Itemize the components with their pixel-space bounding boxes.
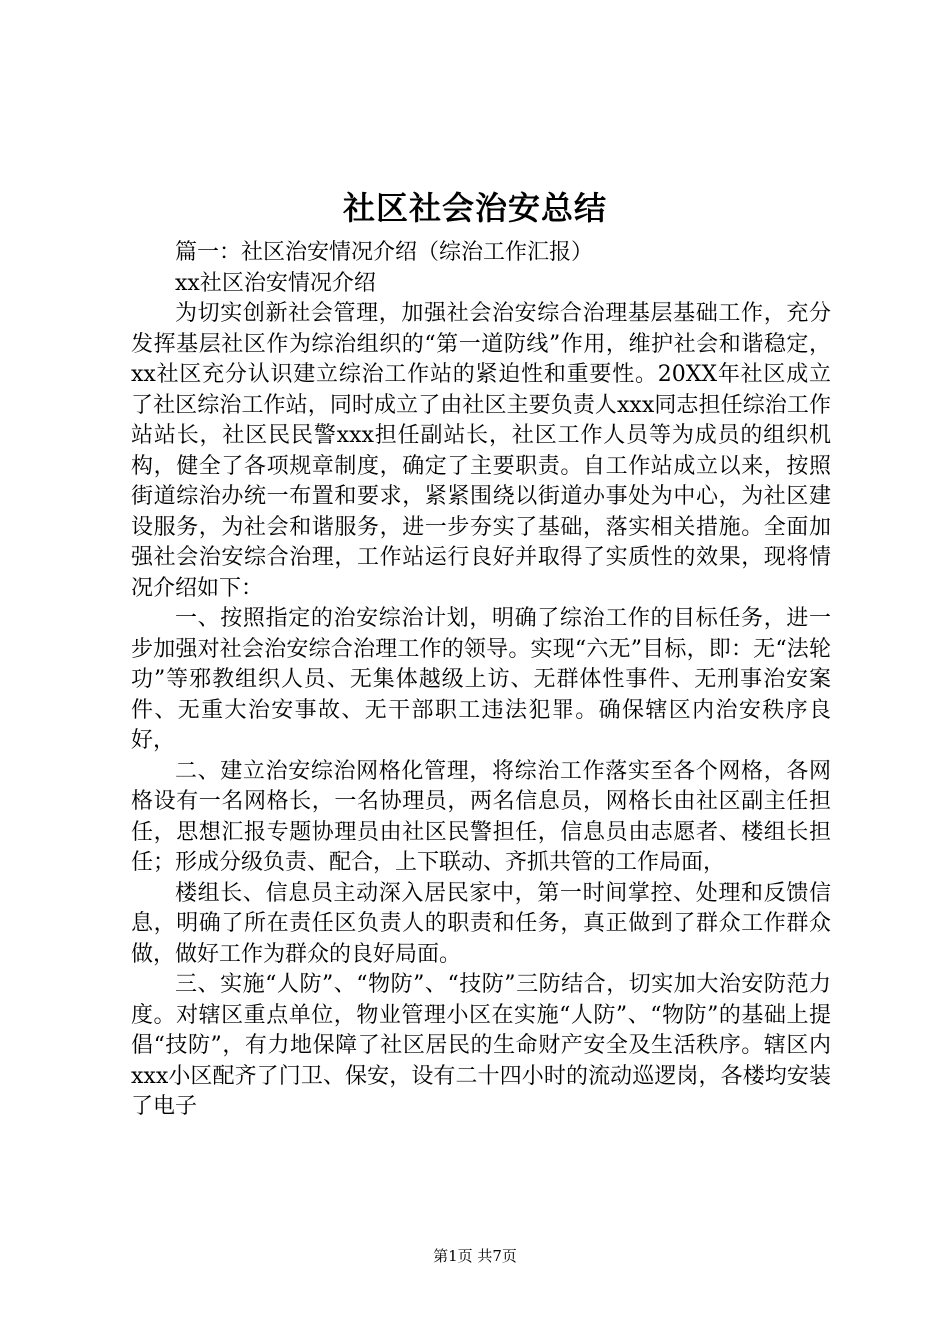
paragraph-building-leaders: 楼组长、信息员主动深入居民家中，第一时间掌控、处理和反馈信息，明确了所在责任区负责人的职责和任务，真正做到了群众工作群众做，做好工作为群众的良好局面。 — [131, 880, 831, 967]
section-heading: 篇一：社区治安情况介绍（综治工作汇报） — [175, 240, 594, 265]
paragraph-point-two: 二、建立治安综治网格化管理，将综治工作落实至各个网格，各网格设有一名网格长，一名协理员，两名信息员，网格长由社区副主任担任，思想汇报专题协理员由社区民警担任，信息员由志愿者、楼组长担任；形成分级负责、配合，上下联动、齐抓共管的工作局面， — [131, 758, 831, 875]
paragraph-intro: 为切实创新社会管理，加强社会治安综合治理基层基础工作，充分发挥基层社区作为综治组织的“第一道防线”作用，维护社会和谐稳定，xx社区充分认识建立综治工作站的紧迫性和重要性。20XX年社区成立了社区综治工作站，同时成立了由社区主要负责人xxx同志担任综治工作站站长，社区民民警xxx担任副站长，社区工作人员等为成员的组织机构，健全了各项规章制度，确定了主要职责。自工作站成立以来，按照街道综治办统一布置和要求，紧紧围绕以街道办事处为中心，为社区建设服务，为社会和谐服务，进一步夯实了基础，落实相关措施。全面加强社会治安综合治理，工作站运行良好并取得了实质性的效果，现将情况介绍如下： — [131, 301, 831, 601]
paragraph-point-three: 三、实施“人防”、“物防”、“技防”三防结合，切实加大治安防范力度。对辖区重点单位，物业管理小区在实施“人防”、“物防”的基础上提倡“技防”，有力地保障了社区居民的生命财产安全及生活秩序。辖区内xxx小区配齐了门卫、保安，设有二十四小时的流动巡逻岗，各楼均安装了电子 — [131, 972, 832, 1119]
document-body — [131, 238, 831, 1123]
section-subheading: xx社区治安情况介绍 — [175, 270, 376, 296]
paragraph-point-one: 一、按照指定的治安综治计划，明确了综治工作的目标任务，进一步加强对社会治安综合治理工作的领导。实现“六无”目标，即：无“法轮功”等邪教组织人员、无集体越级上访、无群体性事件、无刑事治安案件、无重大治安事故、无干部职工违法犯罪。确保辖区内治安秩序良好， — [131, 606, 831, 753]
page-footer: 第1页 共7页 — [433, 1247, 517, 1265]
document-title: 社区社会治安总结 — [342, 189, 607, 227]
